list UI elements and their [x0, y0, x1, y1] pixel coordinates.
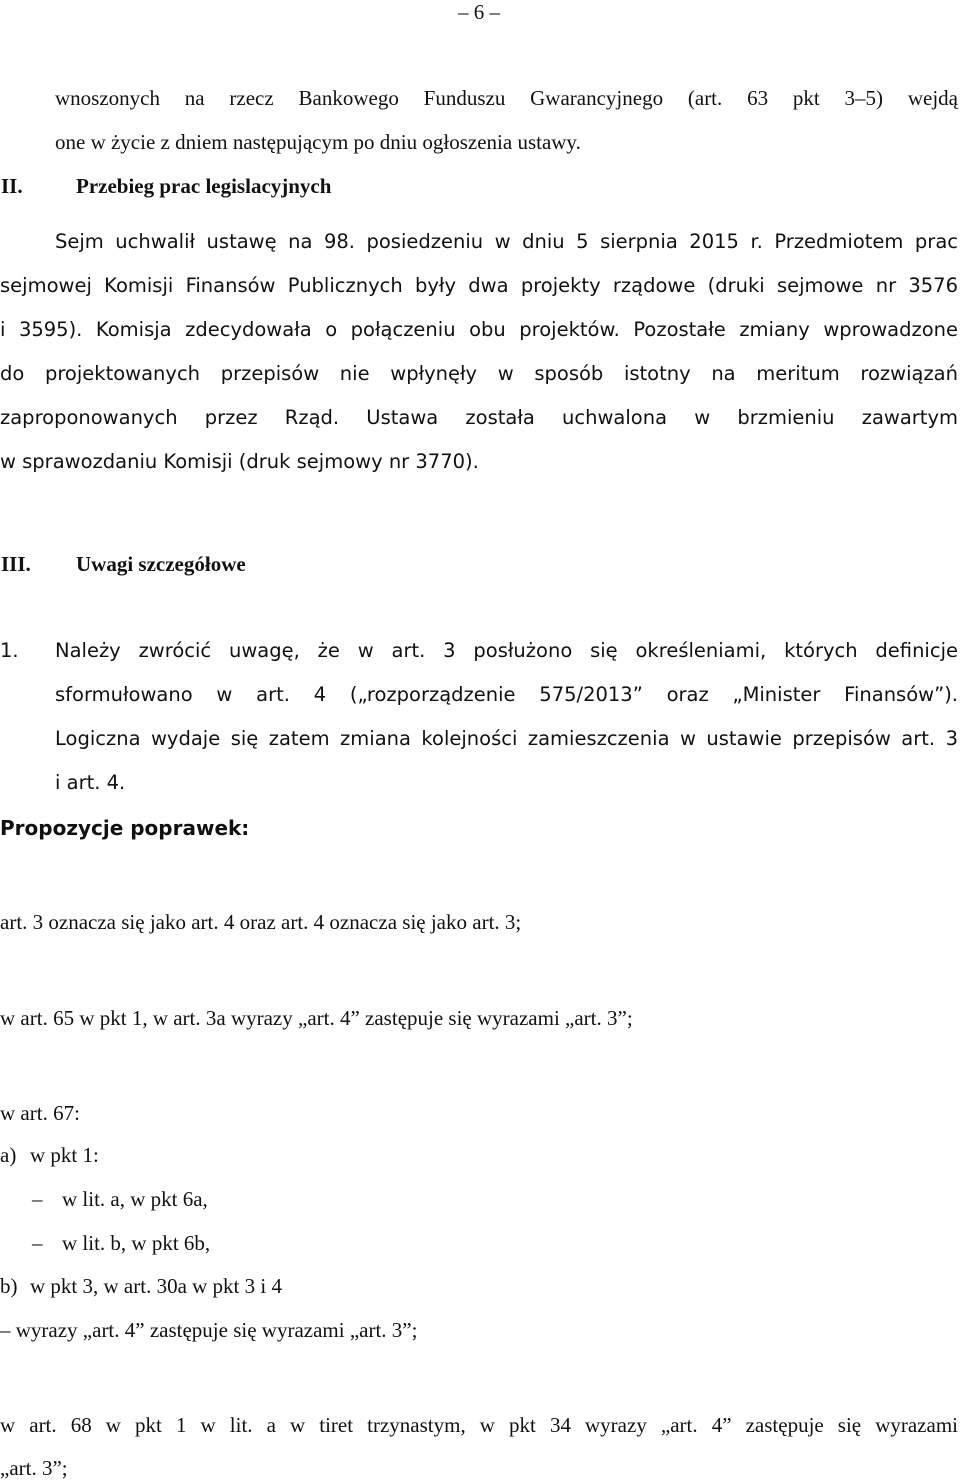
proposal-3-a-item-1: w lit. a, w pkt 6a, — [62, 1187, 208, 1211]
section-2-line-1: Sejm uchwalił ustawę na 98. posiedzeniu w dniu 5 sierpnia 2015 r. Przedmiotem prac — [55, 230, 958, 253]
proposal-1: art. 3 oznacza się jako art. 4 oraz art. 4 oznacza się jako art. 3; — [0, 910, 522, 934]
proposal-3-a-dash-1: – — [32, 1187, 43, 1211]
page-number: – 6 – — [458, 0, 500, 24]
section-2-line-2: sejmowej Komisji Finansów Publicznych były dwa projekty rządowe (druki sejmowe nr 3576 — [0, 274, 958, 297]
proposal-3-a-text: w pkt 1: — [30, 1143, 99, 1167]
item-1-line-2: sformułowano w art. 4 („rozporządzenie 575/2013” oraz „Minister Finansów”). — [55, 683, 958, 706]
intro-line-1: wnoszonych na rzecz Bankowego Funduszu Gwarancyjnego (art. 63 pkt 3–5) wejdą — [55, 86, 958, 110]
section-2-line-4: do projektowanych przepisów nie wpłynęły w sposób istotny na meritum rozwiązań — [0, 362, 958, 385]
proposal-4-line-2: „art. 3”; — [0, 1456, 68, 1480]
section-2-number: II. — [1, 174, 23, 198]
proposal-3-a-dash-2: – — [32, 1231, 43, 1255]
section-3-title: Uwagi szczegółowe — [76, 552, 246, 576]
section-2-line-5: zaproponowanych przez Rząd. Ustawa została uchwalona w brzmieniu zawartym — [0, 406, 958, 429]
proposals-heading: Propozycje poprawek: — [0, 816, 250, 840]
section-2-line-3: i 3595). Komisja zdecydowała o połączeniu obu projektów. Pozostałe zmiany wprowadzone — [0, 318, 958, 341]
proposal-2: w art. 65 w pkt 1, w art. 3a wyrazy „art. 4” zastępuje się wyrazami „art. 3”; — [0, 1006, 633, 1030]
item-1-line-3: Logiczna wydaje się zatem zmiana kolejności zamieszczenia w ustawie przepisów art. 3 — [55, 727, 958, 750]
section-2-line-6: w sprawozdaniu Komisji (druk sejmowy nr 3770). — [0, 450, 479, 473]
proposal-3-b-marker: b) — [0, 1274, 18, 1298]
proposal-3-a-item-2: w lit. b, w pkt 6b, — [62, 1231, 211, 1255]
section-3-number: III. — [1, 552, 31, 576]
item-1-number: 1. — [0, 639, 19, 662]
intro-line-2: one w życie z dniem następującym po dniu ogłoszenia ustawy. — [55, 130, 581, 154]
item-1-line-1: Należy zwrócić uwagę, że w art. 3 posłużono się określeniami, których definicje — [55, 639, 958, 662]
proposal-4-line-1: w art. 68 w pkt 1 w lit. a w tiret trzynastym, w pkt 34 wyrazy „art. 4” zastępuje się wyrazami — [0, 1413, 958, 1437]
proposal-3-a-marker: a) — [0, 1143, 17, 1167]
proposal-3-tail: – wyrazy „art. 4” zastępuje się wyrazami „art. 3”; — [0, 1318, 418, 1342]
proposal-3-b-text: w pkt 3, w art. 30a w pkt 3 i 4 — [30, 1274, 282, 1298]
proposal-3-intro: w art. 67: — [0, 1101, 80, 1125]
section-2-title: Przebieg prac legislacyjnych — [76, 174, 332, 198]
item-1-line-4: i art. 4. — [55, 771, 126, 794]
